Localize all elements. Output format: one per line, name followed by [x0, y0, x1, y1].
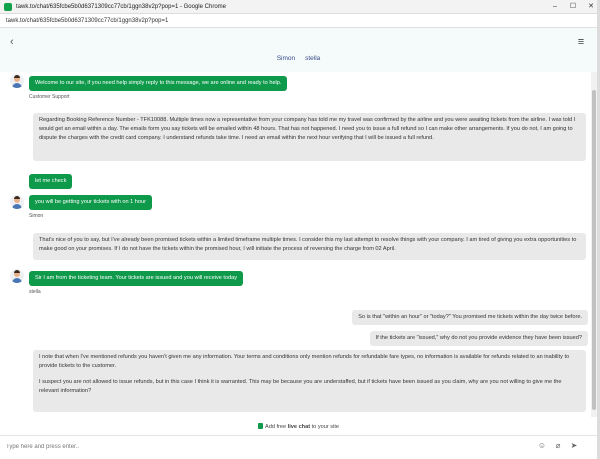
window-title: tawk.to/chat/635fcbe5b0d6371309cc77cb/1ggn38v2p?pop=1 - Google Chrome [16, 3, 226, 10]
visitor-message-bubble: That's nice of you to say, but I've already been promised tickets within a limited timeframe multiple times. I consider this my last attempt to resolve things with your company. I am tired of giving you extra opportunities to make good on your promises. If I do not have the tickets within the promised hour, I will initiate the process of reversing the charge from 02 April. [33, 233, 586, 260]
browser-title-bar [0, 0, 600, 14]
avatar-hair [14, 270, 20, 273]
close-window-button[interactable]: ✕ [588, 3, 594, 10]
tawk-favicon-icon [4, 3, 12, 11]
chat-header [0, 28, 597, 72]
message-input-bar [0, 435, 597, 457]
visitor-message-bubble: Regarding Booking Reference Number - TFK10088. Multiple times now a representative from your company has told me my travel was confirmed by the airline and you were awaiting tickets from the airline. I was told I would get an email within a day. The emails form you say tickets will be emailed within 48 hours. That has not happened. I need you to issue a full refund so I can make other arrangements. If you do not, I am going to dispute the charges with the credit card company. I understand refunds take time. I need an email within the next hour verifying that I will be issued a full refund. [33, 113, 586, 161]
brand-link[interactable]: live chat [287, 424, 311, 430]
agent-message-bubble: you will be getting your tickets with on 1 hour [29, 195, 152, 210]
message-input[interactable] [6, 441, 526, 453]
avatar-hair [14, 75, 20, 78]
agent-avatar [10, 269, 24, 283]
sender-label: Customer Support [29, 94, 70, 100]
visitor-message-bubble [33, 350, 586, 412]
agent-name-stella: stella [305, 55, 321, 62]
window-controls [546, 0, 600, 14]
hamburger-menu-icon[interactable]: ≡ [577, 36, 585, 48]
visitor-message-bubble: So is that "within an hour" or "today?" You promised me tickets within the day twice before. [352, 310, 588, 325]
address-bar[interactable] [0, 14, 600, 28]
tawk-logo-icon [258, 423, 263, 429]
avatar-body [12, 83, 22, 88]
agent-avatar [10, 74, 24, 88]
visitor-paragraph: I note that when I've mentioned refunds you haven't given me any information. Your terms and conditions only mention refunds for refundable fare types, no information is available for refunds related to an inability to provide tickets to the customer. [39, 354, 570, 369]
agent-name-simon: Simon [276, 55, 296, 62]
agent-avatar [10, 195, 24, 209]
scrollbar-thumb[interactable] [592, 90, 596, 410]
brand-suffix: to your site [310, 424, 339, 430]
brand-prefix: Add free [264, 424, 288, 430]
visitor-message-bubble: If the tickets are "issued," why do not you provide evidence they have been issued? [370, 331, 588, 346]
avatar-body [12, 204, 22, 209]
agent-message-bubble: Welcome to our site, if you need help simply reply to this message, we are online and ready to help. [29, 76, 287, 91]
chevron-left-icon[interactable]: ‹ [10, 36, 14, 48]
avatar-hair [14, 196, 20, 199]
agent-message-bubble: Sir I am from the ticketing team. Your tickets are issued and you will receive today [29, 271, 243, 286]
maximize-button[interactable]: ☐ [569, 3, 577, 10]
send-icon[interactable]: ➤ [570, 441, 578, 450]
paragraph-spacer [39, 371, 580, 378]
sender-label: Simon [29, 213, 44, 219]
attachment-icon[interactable]: ⌀ [555, 441, 561, 450]
url-text[interactable]: tawk.to/chat/635fcbe5b0d6371309cc77cb/1ggn38v2p?pop=1 [6, 17, 169, 24]
visitor-paragraph: I suspect you are not allowed to issue refunds, but in this case I think it is warranted. This may be because you are understaffed, but if tickets have been issued as you claim, why are you not willing to give me the relevant information? [39, 379, 562, 394]
agent-message-bubble: let me check [29, 174, 72, 189]
avatar-body [12, 278, 22, 283]
emoji-icon[interactable]: ☺ [537, 441, 547, 450]
tawk-branding[interactable] [0, 423, 597, 430]
agent-names [0, 55, 597, 62]
sender-label: stella [29, 289, 41, 295]
minimize-button[interactable]: – [553, 3, 557, 10]
